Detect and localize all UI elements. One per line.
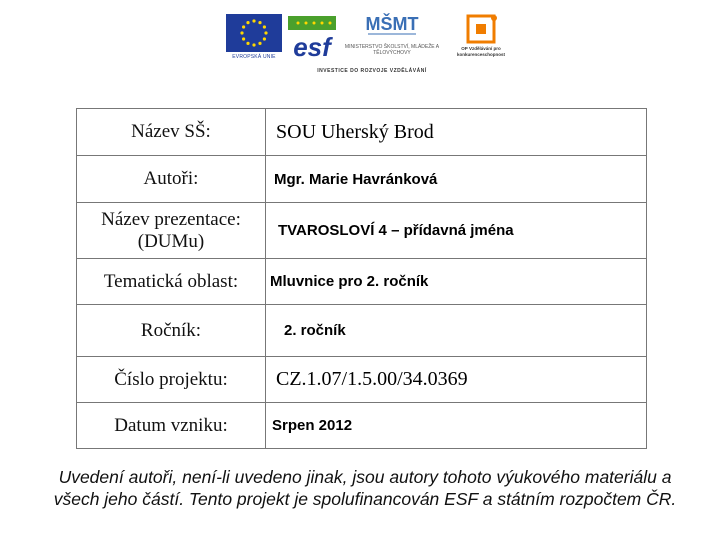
esf-logo bbox=[286, 14, 338, 60]
table-row bbox=[77, 305, 647, 357]
op-caption: OP Vzdělávání pro konkurenceschopnost bbox=[456, 46, 505, 57]
invest-caption: INVESTICE DO ROZVOJE VZDĚLÁVÁNÍ bbox=[317, 68, 427, 74]
row-value bbox=[266, 403, 647, 449]
row-label-line: Název SŠ: bbox=[131, 121, 211, 142]
op-logo bbox=[450, 14, 512, 64]
footer-line-2: všech jeho částí. Tento projekt je spolufinancován ESF a státním rozpočtem ČR. bbox=[53, 489, 677, 509]
row-label bbox=[77, 305, 266, 357]
row-label bbox=[77, 156, 266, 203]
row-value-text: TVAROSLOVÍ 4 – přídavná jména bbox=[278, 222, 514, 239]
row-label bbox=[77, 357, 266, 403]
row-value-text: Mluvnice pro 2. ročník bbox=[270, 273, 429, 290]
table-row bbox=[77, 403, 647, 449]
svg-text:esf: esf bbox=[293, 32, 331, 60]
row-value bbox=[266, 156, 647, 203]
eu-caption: EVROPSKÁ UNIE bbox=[232, 54, 276, 60]
row-value-text: 2. ročník bbox=[284, 322, 346, 339]
logo-banner bbox=[222, 10, 512, 78]
row-label-line: Autoři: bbox=[143, 168, 199, 189]
row-value bbox=[266, 305, 647, 357]
row-label-line: Ročník: bbox=[140, 319, 202, 341]
row-label-line: Datum vzniku: bbox=[114, 414, 228, 436]
row-label-line: Číslo projektu: bbox=[114, 368, 228, 390]
row-label-line: Tematická oblast: bbox=[103, 270, 239, 292]
info-table bbox=[76, 108, 647, 449]
table-row bbox=[77, 357, 647, 403]
row-value-text: Srpen 2012 bbox=[272, 417, 353, 434]
eu-flag-icon bbox=[226, 14, 282, 52]
row-value-text: Mgr. Marie Havránková bbox=[274, 170, 438, 188]
row-value bbox=[266, 259, 647, 305]
msmt-logo bbox=[342, 12, 442, 64]
row-label-line: Název prezentace: bbox=[101, 208, 241, 230]
msmt-caption: MINISTERSTVO ŠKOLSTVÍ, MLÁDEŽE A TĚLOVÝCHOVY bbox=[344, 44, 440, 56]
table-row bbox=[77, 109, 647, 156]
table-row bbox=[77, 259, 647, 305]
svg-text:MŠMT: MŠMT bbox=[365, 14, 419, 34]
row-label bbox=[77, 203, 266, 259]
footer-note bbox=[20, 466, 710, 510]
row-label bbox=[77, 259, 266, 305]
table-row bbox=[77, 203, 647, 259]
row-value bbox=[266, 357, 647, 403]
info-table-body bbox=[77, 109, 647, 449]
row-label bbox=[77, 403, 266, 449]
row-value-text: SOU Uherský Brod bbox=[276, 120, 434, 143]
row-value-text: CZ.1.07/1.5.00/34.0369 bbox=[276, 368, 468, 390]
row-value bbox=[266, 203, 647, 259]
row-value bbox=[266, 109, 647, 156]
row-label-line: (DUMu) bbox=[137, 230, 205, 252]
footer-line-1: Uvedení autoři, není-li uvedeno jinak, jsou autory tohoto výukového materiálu a bbox=[58, 467, 672, 487]
table-row bbox=[77, 156, 647, 203]
eu-logo bbox=[226, 14, 282, 60]
row-label bbox=[77, 109, 266, 156]
